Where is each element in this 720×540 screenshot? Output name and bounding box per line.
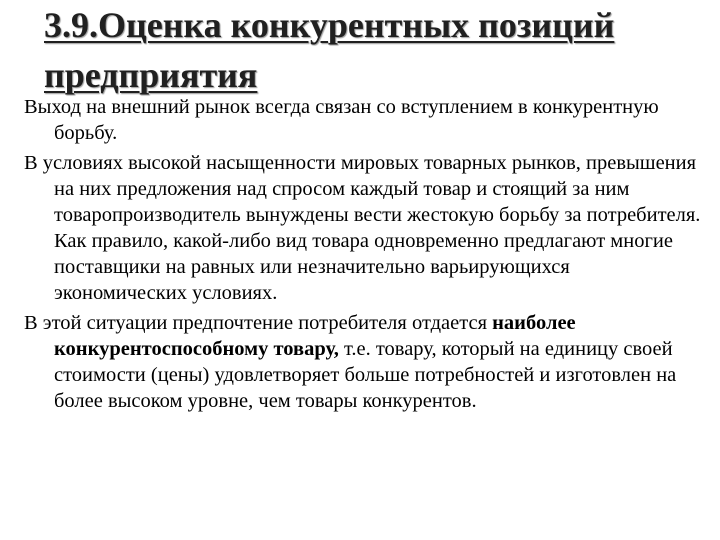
paragraph-text-after-bold: т.е. товару, который на единицу своей стоимости (цены) удовлетворяет больше потребностей и изготовлен на более высоком уровне, чем товары конкурентов.	[54, 338, 677, 412]
paragraph-text-before-bold: В этой ситуации предпочтение потребителя отдается	[24, 312, 493, 334]
paragraph-market-saturation: В условиях высокой насыщенности мировых товарных рынков, превышения на них предложения над спросом каждый товар и стоящий за ним товаропроизводитель вынуждены вести жестокую борьбу за потребителя. Как правило, какой-либо вид товара одновременно предлагают многие поставщики на равных или незначительно варьирующихся экономических условиях.	[24, 152, 701, 304]
bold-phrase: наиболее конкурентоспособному товару,	[54, 312, 576, 360]
paragraph-market-entry: Выход на внешний рынок всегда связан со вступлением в конкурентную борьбу.	[24, 96, 659, 144]
slide-title: 3.9.Оценка конкурентных позиций предприятия	[44, 5, 615, 95]
paragraph-consumer-preference	[24, 310, 706, 414]
slide-body	[24, 94, 706, 418]
